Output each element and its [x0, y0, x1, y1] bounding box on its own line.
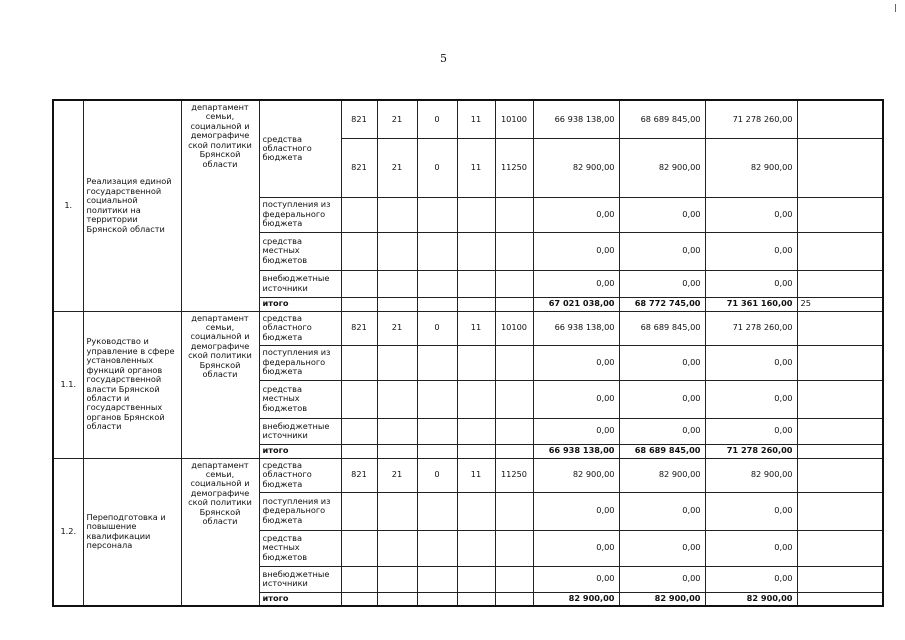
code-cell: 11250 — [495, 458, 533, 492]
amount-cell: 82 900,00 — [619, 458, 705, 492]
total-amount: 66 938 138,00 — [533, 444, 619, 458]
code-cell: 11250 — [495, 138, 533, 197]
amount-cell: 0,00 — [705, 345, 797, 380]
amount-cell: 0,00 — [533, 566, 619, 592]
section-name: Руководство и управление в сфере установленных функций органов государственной власти Брянской области и государственных органов Брянской области — [83, 311, 181, 458]
section-name: Переподготовка и повышение квалификации персонала — [83, 458, 181, 606]
amount-cell: 66 938 138,00 — [533, 100, 619, 138]
amount-cell: 0,00 — [705, 197, 797, 232]
amount-cell: 0,00 — [533, 418, 619, 444]
amount-cell: 82 900,00 — [705, 138, 797, 197]
total-label: итого — [259, 297, 341, 311]
funding-source-label: внебюджетные источники — [259, 270, 341, 297]
amount-cell: 0,00 — [533, 492, 619, 530]
amount-cell: 0,00 — [705, 380, 797, 418]
code-cell: 21 — [377, 311, 417, 345]
code-cell: 821 — [341, 311, 377, 345]
extra-cell — [797, 138, 883, 197]
section-number: 1.2. — [53, 458, 83, 606]
amount-cell: 0,00 — [705, 270, 797, 297]
code-cell: 11 — [457, 458, 495, 492]
department-cell: департамент семьи, социальной и демографиче ской политики Брянской области — [181, 100, 259, 311]
code-cell: 0 — [417, 138, 457, 197]
total-amount: 71 278 260,00 — [705, 444, 797, 458]
amount-cell: 82 900,00 — [705, 458, 797, 492]
amount-cell: 0,00 — [533, 380, 619, 418]
section-number: 1.1. — [53, 311, 83, 458]
section-number: 1. — [53, 100, 83, 311]
code-cell: 10100 — [495, 311, 533, 345]
total-amount: 68 772 745,00 — [619, 297, 705, 311]
funding-source-label: средства местных бюджетов — [259, 232, 341, 270]
amount-cell: 0,00 — [533, 232, 619, 270]
funding-source-label: поступления из федерального бюджета — [259, 345, 341, 380]
amount-cell: 66 938 138,00 — [533, 311, 619, 345]
amount-cell: 82 900,00 — [533, 138, 619, 197]
code-cell: 0 — [417, 311, 457, 345]
amount-cell: 0,00 — [705, 566, 797, 592]
page-number: 5 — [440, 52, 447, 65]
section-name: Реализация единой государственной социальной политики на территории Брянской области — [83, 100, 181, 311]
amount-cell: 0,00 — [705, 232, 797, 270]
scan-edge-mark — [895, 4, 896, 12]
table-row — [53, 100, 883, 138]
funding-source-label: внебюджетные источники — [259, 566, 341, 592]
amount-cell: 0,00 — [533, 197, 619, 232]
table-row — [53, 458, 883, 492]
amount-cell: 0,00 — [619, 530, 705, 566]
total-amount: 82 900,00 — [705, 592, 797, 606]
total-amount: 68 689 845,00 — [619, 444, 705, 458]
code-cell: 821 — [341, 138, 377, 197]
code-cell: 21 — [377, 458, 417, 492]
code-cell: 21 — [377, 138, 417, 197]
code-cell: 21 — [377, 100, 417, 138]
funding-source-label: средства областного бюджета — [259, 311, 341, 345]
department-cell: департамент семьи, социальной и демографиче ской политики Брянской области — [181, 311, 259, 458]
amount-cell: 68 689 845,00 — [619, 311, 705, 345]
code-cell: 11 — [457, 138, 495, 197]
funding-source-label: внебюджетные источники — [259, 418, 341, 444]
amount-cell: 0,00 — [705, 418, 797, 444]
code-cell: 0 — [417, 458, 457, 492]
table-row — [53, 311, 883, 345]
code-cell: 11 — [457, 311, 495, 345]
amount-cell: 0,00 — [619, 345, 705, 380]
total-amount: 67 021 038,00 — [533, 297, 619, 311]
amount-cell: 0,00 — [533, 345, 619, 380]
funding-source-label: средства областного бюджета — [259, 100, 341, 197]
amount-cell: 71 278 260,00 — [705, 311, 797, 345]
amount-cell: 0,00 — [619, 270, 705, 297]
amount-cell: 0,00 — [619, 418, 705, 444]
code-cell: 0 — [417, 100, 457, 138]
extra-cell — [797, 100, 883, 138]
funding-source-label: поступления из федерального бюджета — [259, 492, 341, 530]
amount-cell: 0,00 — [533, 530, 619, 566]
funding-source-label: средства местных бюджетов — [259, 530, 341, 566]
amount-cell: 0,00 — [619, 197, 705, 232]
code-cell: 10100 — [495, 100, 533, 138]
funding-source-label: средства областного бюджета — [259, 458, 341, 492]
amount-cell: 0,00 — [705, 530, 797, 566]
funding-source-label: поступления из федерального бюджета — [259, 197, 341, 232]
total-amount: 82 900,00 — [619, 592, 705, 606]
extra-value: 25 — [797, 297, 883, 311]
amount-cell: 71 278 260,00 — [705, 100, 797, 138]
amount-cell: 82 900,00 — [619, 138, 705, 197]
total-label: итого — [259, 444, 341, 458]
total-label: итого — [259, 592, 341, 606]
budget-table — [52, 99, 884, 607]
total-amount: 71 361 160,00 — [705, 297, 797, 311]
amount-cell: 0,00 — [533, 270, 619, 297]
code-cell: 821 — [341, 458, 377, 492]
code-cell: 821 — [341, 100, 377, 138]
amount-cell: 82 900,00 — [533, 458, 619, 492]
amount-cell: 68 689 845,00 — [619, 100, 705, 138]
total-amount: 82 900,00 — [533, 592, 619, 606]
amount-cell: 0,00 — [619, 232, 705, 270]
department-cell: департамент семьи, социальной и демографиче ской политики Брянской области — [181, 458, 259, 606]
code-cell: 11 — [457, 100, 495, 138]
funding-source-label: средства местных бюджетов — [259, 380, 341, 418]
amount-cell: 0,00 — [705, 492, 797, 530]
amount-cell: 0,00 — [619, 492, 705, 530]
amount-cell: 0,00 — [619, 380, 705, 418]
amount-cell: 0,00 — [619, 566, 705, 592]
